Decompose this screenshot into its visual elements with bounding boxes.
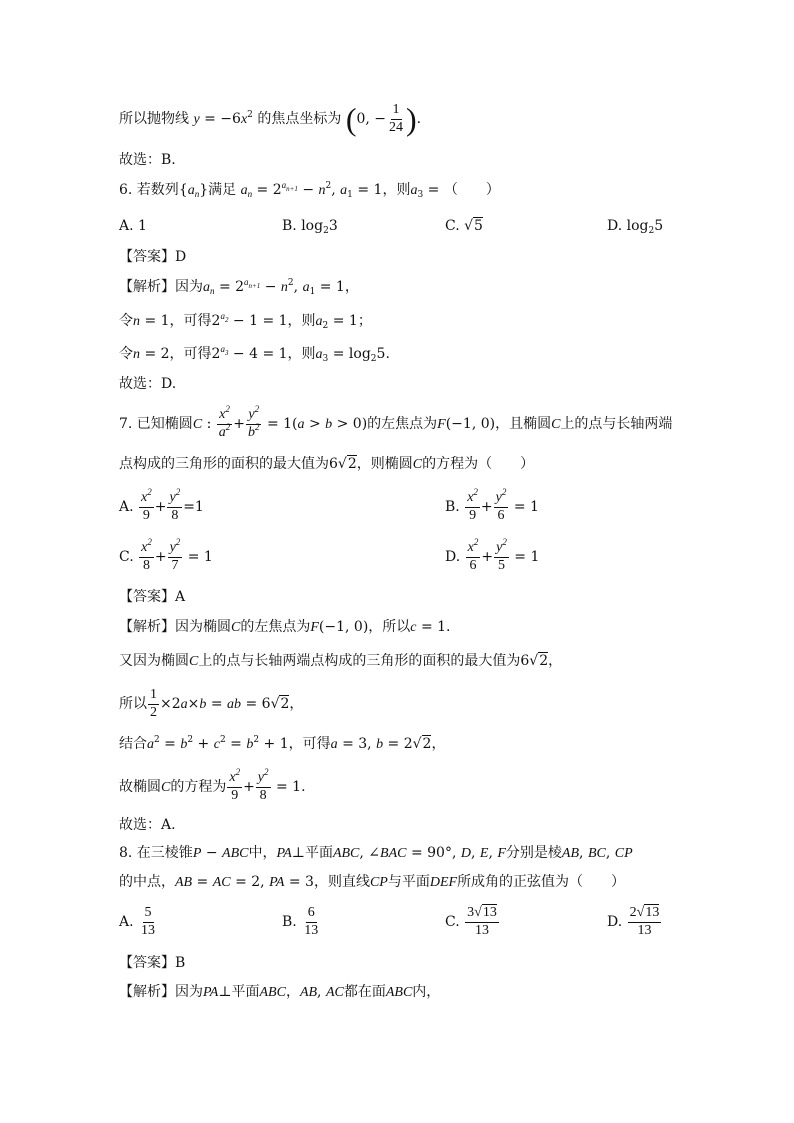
text: 结合 [119, 736, 147, 752]
text: 6. 若数列 [119, 182, 179, 198]
question-7-stem-2: 点构成的三角形的面积的最大值为6√2，则椭圆C的方程为（ ） [119, 456, 535, 472]
text: ，则 [382, 182, 411, 198]
analysis-7-step4: 故椭圆C的方程为 $\frac{x^2}{9}$ + $\frac{y^2}{8}$ = 1. [119, 767, 306, 803]
text: 内， [412, 984, 441, 1000]
analysis-7-step2: 所以 $\frac{1}{2}$ ×2a×b = ab = 6√2， [119, 687, 304, 720]
text: 上的点与长轴两端 [560, 416, 673, 433]
text: ，则 [287, 346, 316, 362]
option-label: C. [445, 218, 460, 234]
text: 中， [248, 845, 277, 861]
text: 【解析】因为 [119, 984, 203, 1000]
q6-option-a: A. 1 [119, 218, 147, 234]
text: 所以抛物线 [119, 111, 189, 128]
text: . [385, 346, 390, 362]
q7-option-a: A. $\frac{x^2}{9}$ + $\frac{y^2}{8}$ =1 [119, 487, 204, 523]
text: 7. 已知椭圆 [119, 416, 193, 433]
text: 的左焦点为 [367, 416, 438, 433]
option-label: B. [282, 218, 297, 234]
text: （ ） [443, 182, 500, 198]
question-8-stem-2: 的中点，AB = AC = 2, PA = 3，则直线CP与平面DEF所成角的正弦值为（ ） [119, 874, 626, 890]
option-label: D. [607, 914, 623, 931]
text: 的方程为（ ） [422, 456, 535, 472]
text: ，则椭圆 [356, 456, 413, 472]
text: 故椭圆 [119, 779, 161, 796]
analysis-8: 【解析】因为PA⊥平面ABC，AB, AC都在面ABC内， [119, 984, 441, 1000]
q7-option-d: D. $\frac{x^2}{6}$ + $\frac{y^2}{5}$ = 1 [445, 537, 540, 573]
text: 的中点， [119, 874, 175, 890]
q8-option-d: D. $\frac{2√13}{13}$ [607, 905, 660, 938]
analysis-7: 【解析】因为椭圆C的左焦点为F(−1, 0)，所以c = 1. [119, 619, 451, 635]
text: ； [357, 313, 372, 329]
analysis-6-step2: 令n = 2，可得$2^{a_3} - 4 = 1$，则$a_3 = \log_25$. [119, 344, 390, 364]
text: 平面 [304, 845, 333, 861]
text: ，则直线 [313, 874, 370, 890]
parabola-focus-line: 所以抛物线 $y = -6x^2$ 的焦点坐标为 (0, − $\frac{1}{24}$ ). [119, 101, 422, 138]
text: 上的点与长轴两端点构成的三角形的面积的最大值为 [198, 653, 521, 669]
text: ， [285, 984, 300, 1000]
q6-option-c: C. √5 [445, 218, 483, 234]
text: 分别是棱 [505, 845, 562, 861]
question-6-stem: 6. 若数列$\{a_n\}$满足 $a_n = 2^{a_{n+1}} - n^2$, $a_1 = 1$，则$a_3$ = （ ） [119, 180, 500, 200]
text: 的焦点坐标为 [257, 111, 342, 128]
question-8-stem: 8. 在三棱锥P − ABC中，PA⊥平面ABC, ∠BAC = 90°, D, E, F分别是棱AB, BC, CP [119, 845, 633, 861]
q8-option-b: B. $\frac{6}{13}$ [282, 905, 319, 938]
text: 点构成的三角形的面积的最大值为 [119, 456, 329, 472]
q6-option-d: D. $\log_25$ [607, 218, 664, 236]
analysis-7-step3: 结合$a^2 = b^2 + c^2 = b^2 + 1$，可得a = 3, b = 2√2， [119, 735, 446, 752]
answer-choice-line: 故选：B. [119, 152, 176, 168]
text: 令 [119, 346, 133, 362]
text: ， [431, 736, 446, 752]
q7-option-b: B. $\frac{x^2}{9}$ + $\frac{y^2}{6}$ = 1 [445, 487, 539, 523]
answer-choice-line: 故选：D. [119, 376, 177, 392]
text: 所以 [119, 696, 147, 713]
option-label: B. [445, 499, 460, 516]
option-label: B. [282, 914, 297, 931]
text: 的方程为 [170, 779, 227, 796]
analysis-6-step1: 令n = 1，可得$2^{a_2} - 1 = 1$，则$a_2 = 1$； [119, 311, 372, 331]
answer-6: 【答案】D [119, 249, 187, 265]
answer-choice-line: 故选：A. [119, 817, 176, 833]
text: 8. 在三棱锥 [119, 845, 193, 861]
text: 所成角的正弦值为（ ） [457, 874, 626, 890]
answer-8: 【答案】B [119, 955, 186, 971]
text: ，且椭圆 [495, 416, 552, 433]
text: 令 [119, 313, 133, 329]
text: 的左焦点为 [240, 619, 311, 635]
option-label: A. [119, 914, 134, 931]
option-label: D. [607, 218, 623, 234]
q8-option-c: C. $\frac{3√13}{13}$ [445, 905, 497, 938]
option-label: C. [445, 914, 460, 931]
text: 又因为椭圆 [119, 653, 189, 669]
text: 【解析】因为 [119, 279, 203, 295]
q6-option-b: B. $\log_23$ [282, 218, 338, 236]
text: ，可得 [169, 346, 212, 362]
option-label: C. [119, 549, 134, 566]
text: ，可得 [288, 736, 331, 752]
text: 满足 [208, 182, 237, 198]
q7-option-c: C. $\frac{x^2}{8}$ + $\frac{y^2}{7}$ = 1 [119, 537, 213, 573]
analysis-7-step1: 又因为椭圆C上的点与长轴两端点构成的三角形的面积的最大值为6√2， [119, 653, 563, 669]
text: 都在面 [343, 984, 386, 1000]
option-label: A. [119, 499, 134, 516]
text: . [301, 779, 306, 796]
text: ，可得 [169, 313, 212, 329]
text: 平面 [231, 984, 260, 1000]
analysis-6: 【解析】因为$a_n = 2^{a_{n+1}} - n^2$, $a_1 = 1$， [119, 277, 359, 297]
question-7-stem: 7. 已知椭圆C : $\frac{x^2}{a^2}$ + $\frac{y^2}{b^2}$ = 1(a > b > 0)的左焦点为F(−1, 0)，且椭圆C上的点与长轴两端 [119, 404, 673, 440]
answer-7: 【答案】A [119, 589, 186, 605]
text: ，则 [287, 313, 316, 329]
text: 【解析】因为椭圆 [119, 619, 231, 635]
q8-option-a: A. $\frac{5}{13}$ [119, 905, 156, 938]
text: ， [344, 279, 359, 295]
text: ， [548, 653, 563, 669]
text: ，所以 [368, 619, 411, 635]
option-label: D. [445, 549, 461, 566]
text: 与平面 [387, 874, 430, 890]
